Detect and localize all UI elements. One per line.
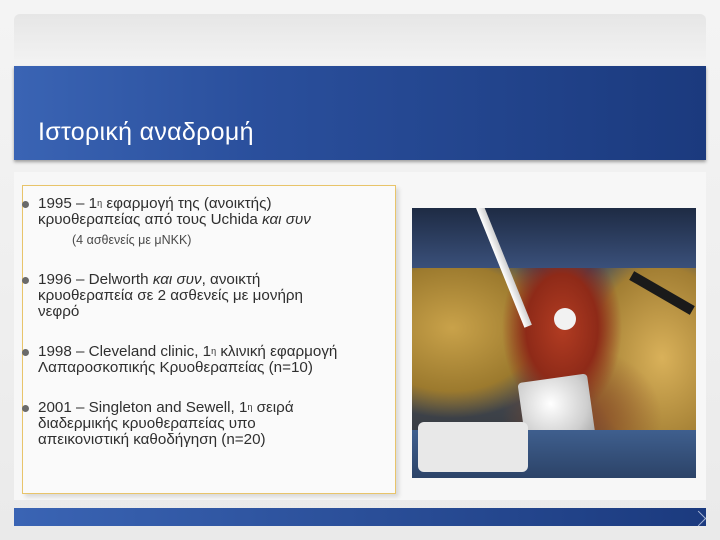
bullet-line: κρυοθεραπεία σε 2 ασθενείς με μονήρη — [38, 287, 303, 304]
bullet-item-1996 — [22, 272, 402, 320]
footer-band — [14, 508, 706, 526]
bullet-line: διαδερμικής κρυοθεραπείας υπο — [38, 415, 256, 432]
bullet-dot-icon — [22, 405, 29, 412]
photo-clamp — [629, 271, 695, 315]
bullet-line: 1998 – Cleveland clinic, $1^\eta$ κλινική εφαρμογή — [38, 343, 338, 360]
photo-probe-tip — [554, 308, 576, 330]
photo-drape-top — [412, 208, 696, 268]
bullet-subnote: (4 ασθενείς με μΝΚΚ) — [72, 233, 192, 247]
surgery-photo — [412, 208, 696, 478]
bullet-line: 1996 – Delworth και συν, ανοικτή — [38, 271, 261, 288]
bullet-item-2001 — [22, 400, 402, 448]
photo-gauze — [418, 422, 528, 472]
bullet-item-1995 — [22, 196, 402, 248]
bullet-dot-icon — [22, 201, 29, 208]
bullet-line: Λαπαροσκοπικής Κρυοθεραπείας (n=10) — [38, 359, 313, 376]
bullet-line: νεφρό — [38, 303, 80, 320]
bullet-line: $1995 - 1^\eta$ εφαρμογή της (ανοικτής) — [38, 195, 272, 212]
top-band — [14, 14, 706, 66]
bullet-dot-icon — [22, 349, 29, 356]
bullet-item-1998 — [22, 344, 402, 376]
slide-title: Ιστορική αναδρομή — [38, 118, 254, 146]
bullet-line: κρυοθεραπείας από τους Uchida και συν — [38, 211, 311, 228]
bullet-line: 2001 – Singleton and Sewell, $1^\eta$ σειρά — [38, 399, 294, 416]
bullet-dot-icon — [22, 277, 29, 284]
bullet-list — [22, 196, 402, 448]
bullet-line: απεικονιστική καθοδήγηση (n=20) — [38, 431, 266, 448]
